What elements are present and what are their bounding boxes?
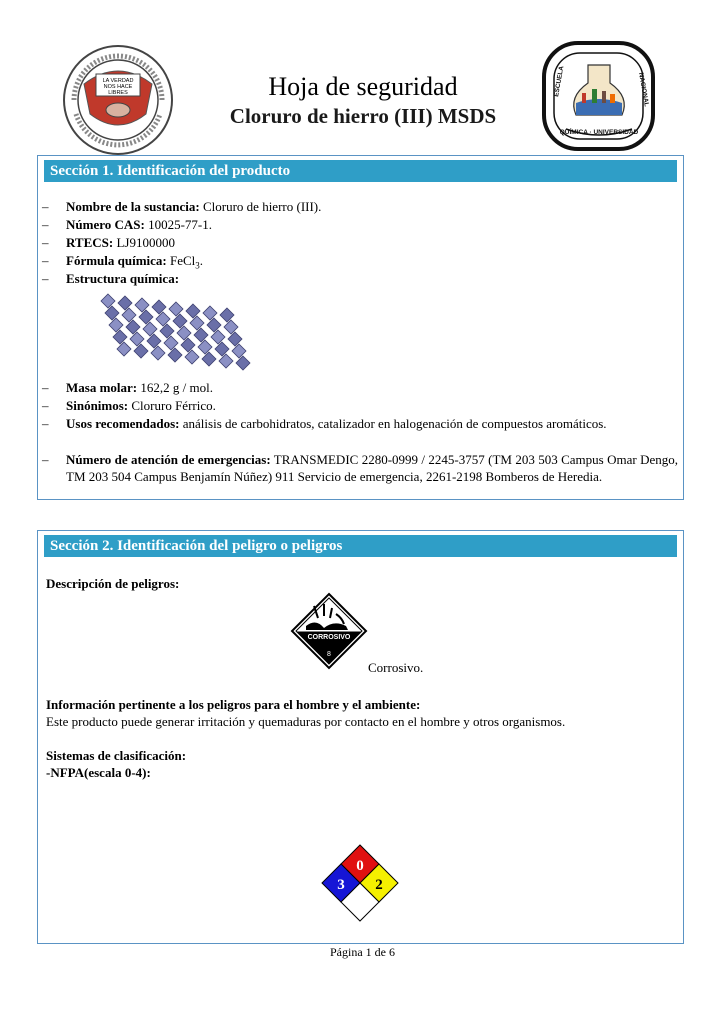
lattice-octahedron bbox=[190, 316, 204, 330]
lattice-octahedron bbox=[186, 304, 200, 318]
section-1-product-identification bbox=[37, 155, 684, 500]
lattice-octahedron bbox=[198, 340, 212, 354]
classification-systems-label: Sistemas de clasificación: bbox=[46, 748, 187, 763]
lattice-octahedron bbox=[156, 312, 170, 326]
svg-text:LIBRES: LIBRES bbox=[108, 90, 128, 96]
lattice-octahedron bbox=[105, 306, 119, 320]
escuela-de-quimica-logo bbox=[536, 37, 661, 155]
lattice-octahedron bbox=[228, 332, 242, 346]
svg-text:QUÍMICA · UNIVERSIDAD: QUÍMICA · UNIVERSIDAD bbox=[559, 129, 639, 136]
list-item-molar-mass: – Masa molar: 162,2 g / mol. bbox=[42, 380, 213, 395]
lattice-octahedron bbox=[181, 338, 195, 352]
lattice-octahedron bbox=[219, 354, 233, 368]
nfpa-flammability-value: 0 bbox=[356, 858, 364, 874]
lattice-octahedron bbox=[203, 306, 217, 320]
list-item-substance-name: – Nombre de la sustancia: Cloruro de hierro (III). bbox=[42, 199, 322, 214]
lattice-octahedron bbox=[185, 350, 199, 364]
svg-text:LA VERDAD: LA VERDAD bbox=[102, 78, 134, 84]
nfpa-reactivity-value: 2 bbox=[375, 877, 383, 893]
list-item-chemical-formula: – Fórmula química: FeCl$_3$. bbox=[42, 253, 204, 271]
pictogram-class: 8 bbox=[327, 651, 331, 658]
lattice-octahedron bbox=[135, 298, 149, 312]
section-1-heading: Sección 1. Identificación del producto bbox=[44, 160, 677, 182]
lattice-octahedron bbox=[118, 296, 132, 310]
svg-text:ESCUELA: ESCUELA bbox=[553, 65, 566, 98]
page-header bbox=[0, 0, 725, 160]
lattice-octahedron bbox=[232, 344, 246, 358]
list-item-synonyms: – Sinónimos: Cloruro Férrico. bbox=[42, 398, 216, 413]
lattice-octahedron bbox=[113, 330, 127, 344]
svg-text:NOS HACE: NOS HACE bbox=[103, 84, 133, 90]
lattice-octahedron bbox=[122, 308, 136, 322]
nfpa-diamond bbox=[321, 844, 399, 922]
list-item-cas-number: – Número CAS: 10025-77-1. bbox=[42, 217, 213, 232]
lattice-octahedron bbox=[101, 294, 115, 308]
svg-text:NACIONAL: NACIONAL bbox=[637, 72, 650, 108]
corrosive-pictogram-icon bbox=[290, 592, 368, 670]
hazard-info-label: Información pertinente a los peligros para el hombre y el ambiente: bbox=[46, 697, 421, 712]
lattice-octahedron bbox=[109, 318, 123, 332]
hazard-info-text: Este producto puede generar irritación y quemaduras por contacto en el hombre y otros organismos. bbox=[46, 714, 566, 729]
lattice-octahedron bbox=[202, 352, 216, 366]
universidad-nacional-seal-logo bbox=[62, 44, 174, 156]
pictogram-caption: Corrosivo. bbox=[368, 660, 424, 675]
lattice-octahedron bbox=[173, 314, 187, 328]
lattice-octahedron bbox=[236, 356, 250, 370]
hazard-description-label: Descripción de peligros: bbox=[46, 576, 180, 591]
lattice-octahedron bbox=[143, 322, 157, 336]
lattice-octahedron bbox=[211, 330, 225, 344]
lattice-octahedron bbox=[169, 302, 183, 316]
lattice-octahedron bbox=[139, 310, 153, 324]
section-2-heading: Sección 2. Identificación del peligro o peligros bbox=[44, 535, 677, 557]
lattice-octahedron bbox=[151, 346, 165, 360]
pictogram-label: CORROSIVO bbox=[307, 634, 351, 641]
document-subtitle: Cloruro de hierro (III) MSDS bbox=[229, 104, 497, 128]
lattice-octahedron bbox=[215, 342, 229, 356]
chemical-structure-image bbox=[96, 291, 256, 371]
list-item-emergency-number: – Número de atención de emergencias: TRANSMEDIC 2280-0999 / 2245-3757 (TM 203 503 Campus Omar Dengo, TM 203 504 Campus Benjamín Núñez) 911 Servicio de emergencia, 2261-2198 Bomberos de Heredia. bbox=[42, 452, 678, 484]
page-number: Página 1 de 6 bbox=[330, 945, 395, 959]
lattice-octahedron bbox=[194, 328, 208, 342]
nfpa-scale-label: -NFPA(escala 0-4): bbox=[46, 765, 151, 780]
lattice-octahedron bbox=[147, 334, 161, 348]
lattice-octahedron bbox=[130, 332, 144, 346]
list-item-rtecs: – RTECS: LJ9100000 bbox=[42, 235, 175, 250]
lattice-octahedron bbox=[207, 318, 221, 332]
lattice-octahedron bbox=[152, 300, 166, 314]
lattice-octahedron bbox=[126, 320, 140, 334]
lattice-octahedron bbox=[177, 326, 191, 340]
nfpa-health-value: 3 bbox=[337, 877, 345, 893]
lattice-octahedron bbox=[134, 344, 148, 358]
list-item-recommended-uses: – Usos recomendados: análisis de carbohidratos, catalizador en halogenación de compuestos aromáticos. bbox=[42, 416, 607, 431]
section-2-hazard-identification bbox=[37, 530, 684, 944]
list-item-chemical-structure: – Estructura química: bbox=[42, 271, 180, 286]
lattice-octahedron bbox=[168, 348, 182, 362]
lattice-octahedron bbox=[164, 336, 178, 350]
lattice-octahedron bbox=[220, 308, 234, 322]
lattice-octahedron bbox=[160, 324, 174, 338]
document-title: Hoja de seguridad bbox=[268, 72, 458, 101]
lattice-octahedron bbox=[117, 342, 131, 356]
lattice-octahedron bbox=[224, 320, 238, 334]
